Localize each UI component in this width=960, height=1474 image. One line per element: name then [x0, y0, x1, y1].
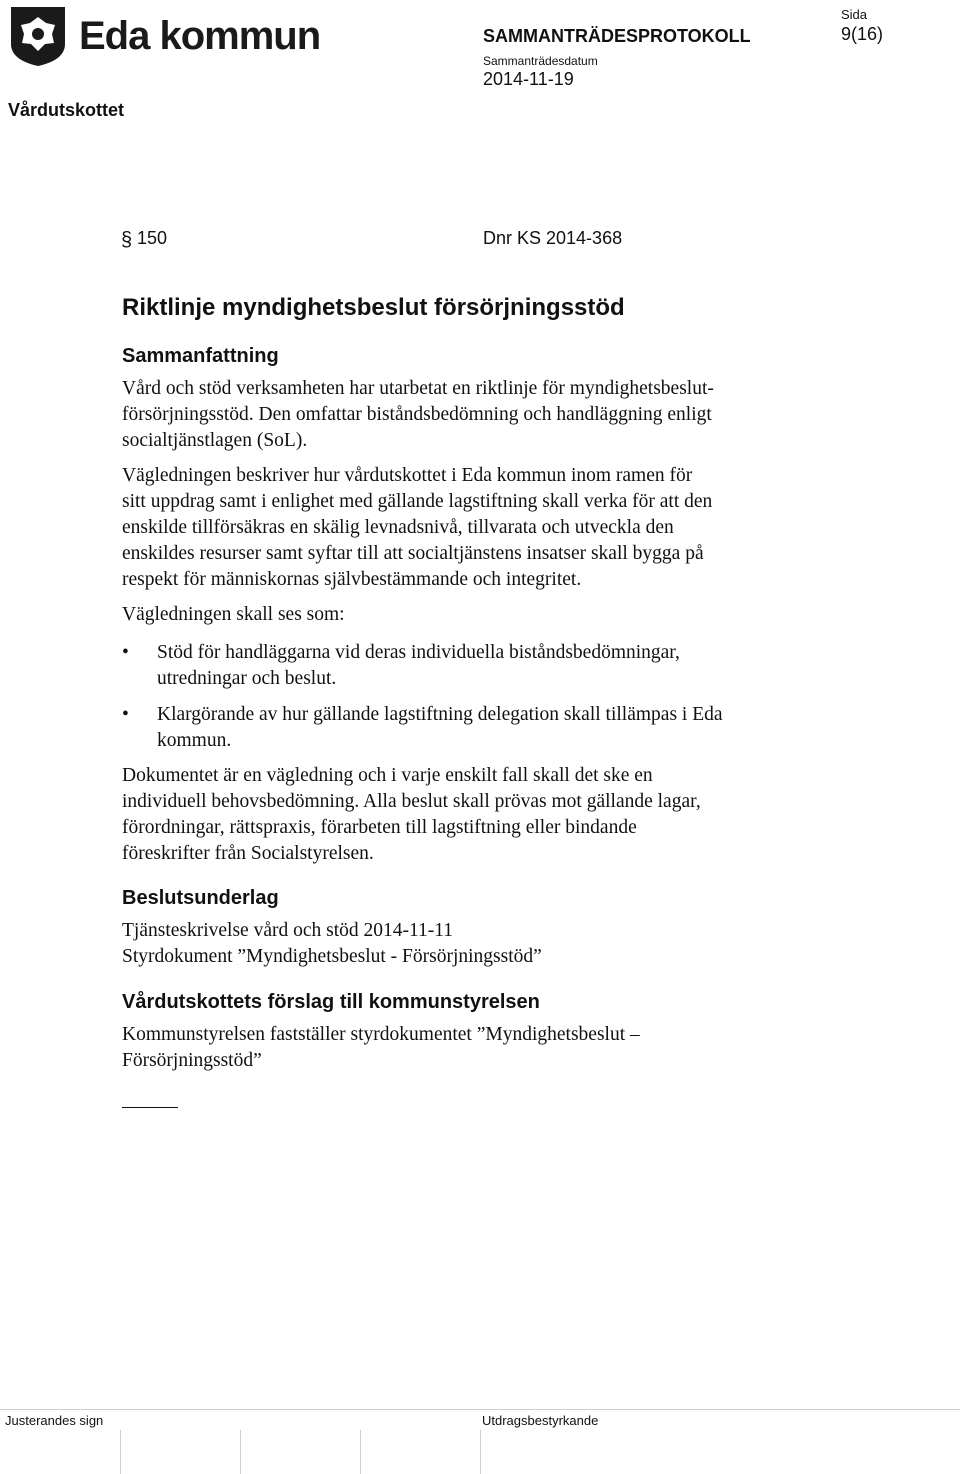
excerpt-label: Utdragsbestyrkande [482, 1413, 599, 1428]
text-line: försörjningsstöd. Den omfattar biståndsbedömning och handläggning enligt [122, 404, 712, 425]
text-line: enskilde tillförsäkras en skälig levnadsnivå, tillvarata och utveckla den [122, 517, 674, 538]
text-line: Vård och stöd verksamheten har utarbetat en riktlinje för myndighetsbeslut- [122, 378, 714, 399]
paragraph-mark: § [121, 229, 133, 251]
protocol-title: SAMMANTRÄDESPROTOKOLL [483, 26, 751, 46]
document-paragraph [122, 763, 842, 867]
basis-list [122, 918, 842, 970]
signature-box-divider [240, 1430, 241, 1474]
text-line: kommun. [157, 730, 232, 751]
proposal-heading: Vårdutskottets förslag till kommunstyrelsen [122, 991, 540, 1013]
bullet-marker: • [122, 704, 129, 725]
text-line: sitt uppdrag samt i enlighet med gällande lagstiftning skall verka för att den [122, 491, 713, 512]
text-line: Dokumentet är en vägledning och i varje enskilt fall skall det ske en [122, 765, 653, 786]
guide-paragraph [122, 463, 842, 593]
text-line: socialtjänstlagen (SoL). [122, 430, 308, 451]
meeting-date-label: Sammanträdesdatum [483, 54, 598, 68]
case-number: 150 [137, 228, 168, 248]
text-line: Vägledningen beskriver hur vårdutskottet i Eda kommun inom ramen för [122, 465, 693, 486]
item-title: Riktlinje myndighetsbeslut försörjningsstöd [122, 294, 625, 321]
logo-wordmark: Eda kommun [79, 14, 321, 58]
meeting-date: 2014-11-19 [483, 69, 574, 89]
signature-box-divider [480, 1430, 481, 1474]
text-line: Försörjningsstöd” [122, 1050, 262, 1071]
text-line: föreskrifter från Socialstyrelsen. [122, 843, 374, 864]
guide-intro: Vägledningen skall ses som: [122, 604, 345, 625]
bullet-marker: • [122, 642, 129, 663]
text-line: Tjänsteskrivelse vård och stöd 2014-11-11 [122, 920, 454, 941]
text-line: förordningar, rättspraxis, förarbeten till lagstiftning eller bindande [122, 817, 637, 838]
eda-kommun-logo-icon [8, 4, 68, 68]
signature-box-divider [360, 1430, 361, 1474]
end-divider [122, 1107, 178, 1108]
proposal-paragraph [122, 1022, 842, 1074]
text-line: Stöd för handläggarna vid deras individuella biståndsbedömningar, [157, 642, 680, 663]
summary-heading: Sammanfattning [122, 345, 279, 367]
text-line: Kommunstyrelsen fastställer styrdokumentet ”Myndighetsbeslut – [122, 1024, 640, 1045]
footer-divider [0, 1409, 960, 1410]
page-number: 9(16) [841, 24, 884, 44]
text-line: Styrdokument ”Myndighetsbeslut - Försörjningsstöd” [122, 946, 542, 967]
basis-heading: Beslutsunderlag [122, 887, 279, 909]
text-line: individuell behovsbedömning. Alla beslut skall prövas mot gällande lagar, [122, 791, 701, 812]
signature-box-divider [120, 1430, 121, 1474]
page-label: Sida [841, 7, 868, 22]
signer-label: Justerandes sign [5, 1413, 104, 1428]
text-line: enskildes resurser samt syftar till att socialtjänstens insatser skall bygga på [122, 543, 704, 564]
text-line: respekt för människornas självbestämmande och integritet. [122, 569, 582, 590]
text-line: Klargörande av hur gällande lagstiftning delegation skall tillämpas i Eda [157, 704, 723, 725]
diary-number: Dnr KS 2014-368 [483, 228, 623, 248]
summary-paragraph [122, 376, 842, 454]
text-line: utredningar och beslut. [157, 668, 337, 689]
department-name: Vårdutskottet [8, 100, 125, 120]
